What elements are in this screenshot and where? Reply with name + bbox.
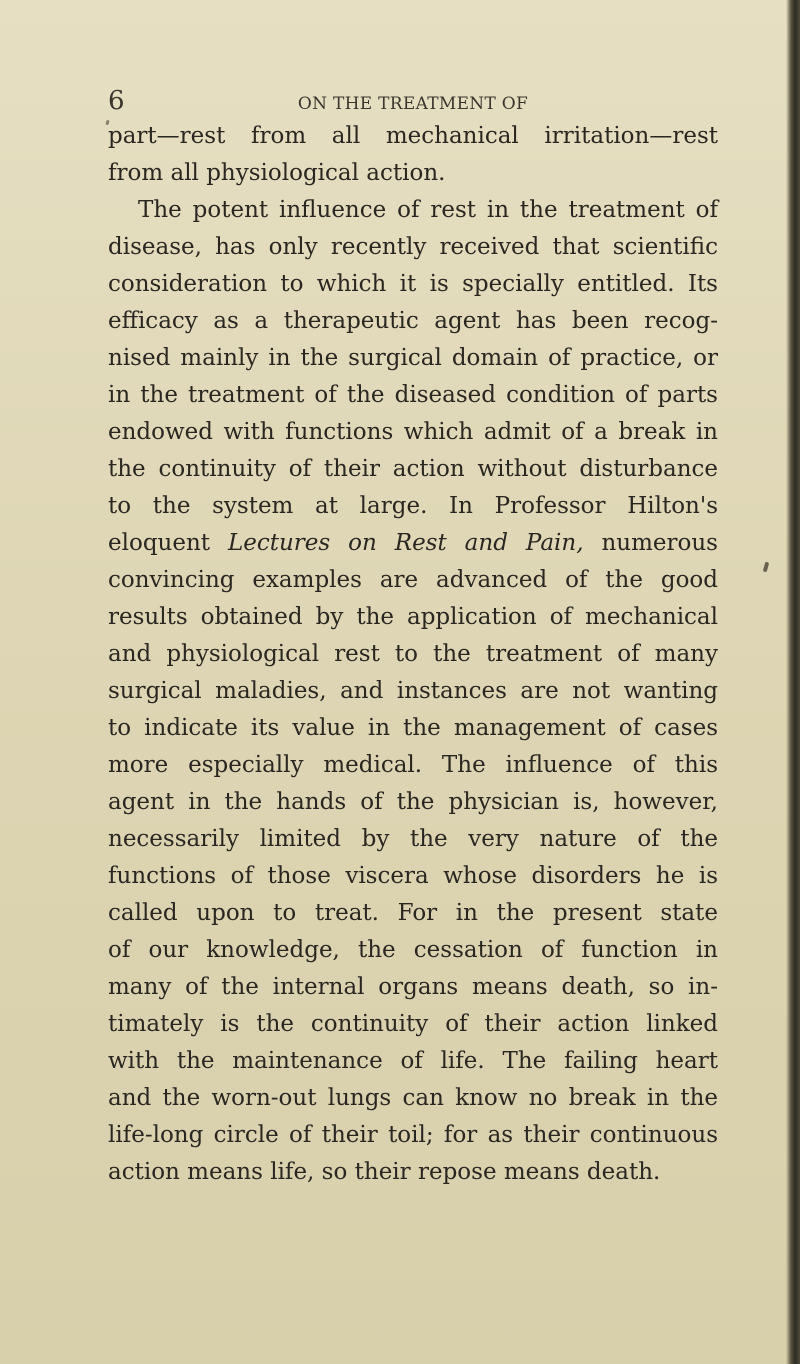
running-head: ON THE TREATMENT OF: [297, 94, 529, 114]
text-fragment: eloquent: [108, 530, 228, 556]
text-line: agent in the hands of the physician is, however,: [108, 789, 718, 815]
text-line: necessarily limited by the very nature of the: [108, 826, 718, 852]
text-line: convincing examples are advanced of the good: [108, 567, 718, 593]
text-line: called upon to treat. For in the present state: [108, 900, 718, 926]
text-line: from all physiological action.: [108, 160, 446, 186]
text-line: with the maintenance of life. The failing heart: [108, 1048, 718, 1074]
book-title: Lectures on Rest and Pain,: [227, 530, 584, 556]
body-text: [108, 118, 718, 1191]
text-line: life-long circle of their toil; for as their continuous: [108, 1122, 718, 1148]
text-fragment: numerous: [583, 530, 718, 556]
text-line: action means life, so their repose means death.: [108, 1159, 661, 1185]
text-line: and the worn-out lungs can know no break in the: [108, 1085, 718, 1111]
page-number: 6: [108, 86, 125, 116]
text-line: many of the internal organs means death, so in-: [108, 974, 718, 1000]
text-line: to the system at large. In Professor Hilton's: [108, 493, 718, 519]
text-line: of our knowledge, the cessation of function in: [108, 937, 718, 963]
text-line: nised mainly in the surgical domain of practice, or: [108, 345, 718, 371]
text-line: functions of those viscera whose disorders he is: [108, 863, 718, 889]
text-line: results obtained by the application of mechanical: [108, 604, 718, 630]
text-line: in the treatment of the diseased condition of parts: [108, 382, 718, 408]
text-line: surgical maladies, and instances are not wanting: [108, 678, 718, 704]
page-edge: [786, 0, 800, 1364]
text-line: consideration to which it is specially entitled. Its: [108, 271, 718, 297]
text-line: endowed with functions which admit of a break in: [108, 419, 718, 445]
text-line: and physiological rest to the treatment of many: [108, 641, 718, 667]
text-line: disease, has only recently received that scientific: [108, 234, 718, 260]
text-line: to indicate its value in the management of cases: [108, 715, 718, 741]
text-line: more especially medical. The influence of this: [108, 752, 718, 778]
text-line: efficacy as a therapeutic agent has been recog-: [108, 308, 718, 334]
text-line: the continuity of their action without disturbance: [108, 456, 718, 482]
text-line-with-title: [108, 525, 718, 562]
print-speck: [763, 562, 769, 573]
page-header: [108, 88, 718, 118]
text-line: The potent influence of rest in the treatment of: [138, 197, 718, 223]
text-line: timately is the continuity of their action linked: [108, 1011, 718, 1037]
text-line: part—rest from all mechanical irritation—rest: [108, 123, 718, 149]
